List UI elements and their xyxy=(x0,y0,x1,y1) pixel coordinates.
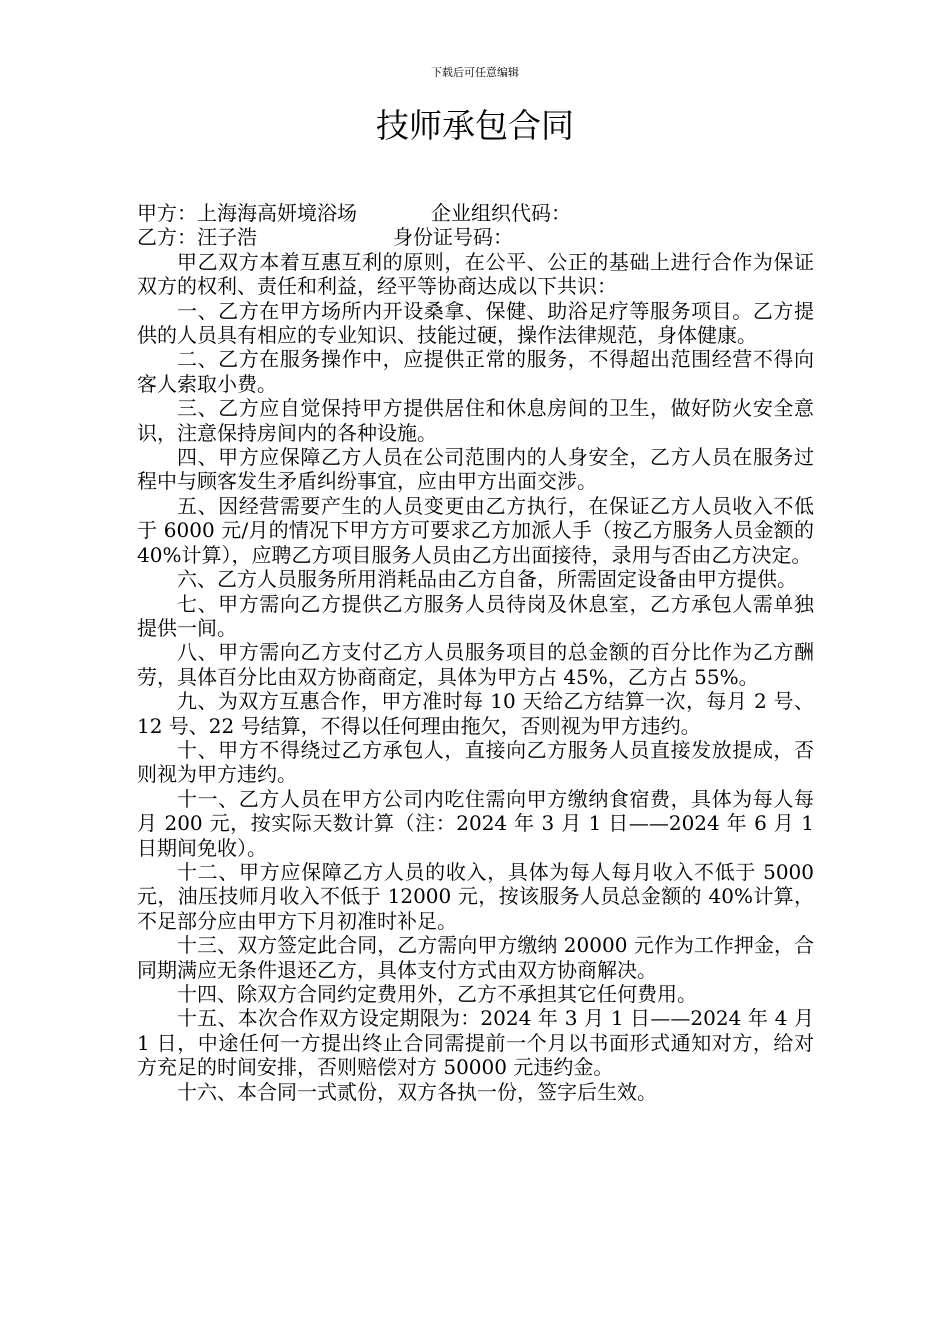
clause-8: 八、甲方需向乙方支付乙方人员服务项目的总金额的百分比作为乙方酬劳，具体百分比由双方协商商定，具体为甲方占 45%，乙方占 55%。 xyxy=(137,640,814,689)
party-b-id-label: 身份证号码： xyxy=(393,225,513,250)
clause-6: 六、乙方人员服务所用消耗品由乙方自备，所需固定设备由甲方提供。 xyxy=(177,567,797,592)
party-a-line xyxy=(137,201,814,225)
clause-13: 十三、双方签定此合同，乙方需向甲方缴纳 20000 元作为工作押金，合同期满应无条件退还乙方，具体支付方式由双方协商解决。 xyxy=(137,933,814,982)
clause-7: 七、甲方需向乙方提供乙方服务人员待岗及休息室，乙方承包人需单独提供一间。 xyxy=(137,591,814,640)
clause-15: 十五、本次合作双方设定期限为：2024 年 3 月 1 日——2024 年 4 月 1 日，中途任何一方提出终止合同需提前一个月以书面形式通知对方，给对方充足的时间安排，否则赔偿对方 50000 元违约金。 xyxy=(137,1006,814,1080)
party-a-code-label: 企业组织代码： xyxy=(431,201,571,225)
clause-9: 九、为双方互惠合作，甲方准时每 10 天给乙方结算一次，每月 2 号、12 号、22 号结算，不得以任何理由拖欠，否则视为甲方违约。 xyxy=(137,689,814,738)
clause-4: 四、甲方应保障乙方人员在公司范围内的人身安全，乙方人员在服务过程中与顾客发生矛盾纠纷事宜，应由甲方出面交涉。 xyxy=(137,445,814,494)
clause-5: 五、因经营需要产生的人员变更由乙方执行，在保证乙方人员收入不低于 6000 元/月的情况下甲方方可要求乙方加派人手（按乙方服务人员金额的 40%计算），应聘乙方项目服务人员由乙方出面接待，录用与否由乙方决定。 xyxy=(137,493,814,567)
party-b-line xyxy=(137,225,814,249)
document-title: 技师承包合同 xyxy=(376,106,574,145)
clause-12: 十二、甲方应保障乙方人员的收入，具体为每人每月收入不低于 5000 元，油压技师月收入不低于 12000 元，按该服务人员总金额的 40%计算，不足部分应由甲方下月初准时补足。 xyxy=(137,859,814,933)
clause-2: 二、乙方在服务操作中，应提供正常的服务，不得超出范围经营不得向客人索取小费。 xyxy=(137,347,814,396)
clause-1: 一、乙方在甲方场所内开设桑拿、保健、助浴足疗等服务项目。乙方提供的人员具有相应的专业知识、技能过硬，操作法律规范，身体健康。 xyxy=(137,298,814,348)
clause-11: 十一、乙方人员在甲方公司内吃住需向甲方缴纳食宿费，具体为每人每月 200 元，按实际天数计算（注：2024 年 3 月 1 日——2024 年 6 月 1 日期间免收）。 xyxy=(137,786,814,860)
clause-10: 十、甲方不得绕过乙方承包人，直接向乙方服务人员直接发放提成，否则视为甲方违约。 xyxy=(137,737,814,787)
party-b-name: 乙方：汪子浩 xyxy=(137,225,257,250)
preamble-paragraph: 甲乙双方本着互惠互利的原则，在公平、公正的基础上进行合作为保证双方的权利、责任和利益，经平等协商达成以下共识： xyxy=(137,249,814,299)
clause-3: 三、乙方应自觉保持甲方提供居住和休息房间的卫生，做好防火安全意识，注意保持房间内的各种设施。 xyxy=(137,396,814,445)
header-note: 下载后可任意编辑 xyxy=(431,66,519,79)
clause-16: 十六、本合同一式贰份，双方各执一份，签字后生效。 xyxy=(177,1079,657,1104)
party-a-name: 甲方：上海海高妍境浴场 xyxy=(137,201,357,225)
contract-body xyxy=(137,201,814,1104)
clause-14: 十四、除双方合同约定费用外，乙方不承担其它任何费用。 xyxy=(177,982,697,1006)
